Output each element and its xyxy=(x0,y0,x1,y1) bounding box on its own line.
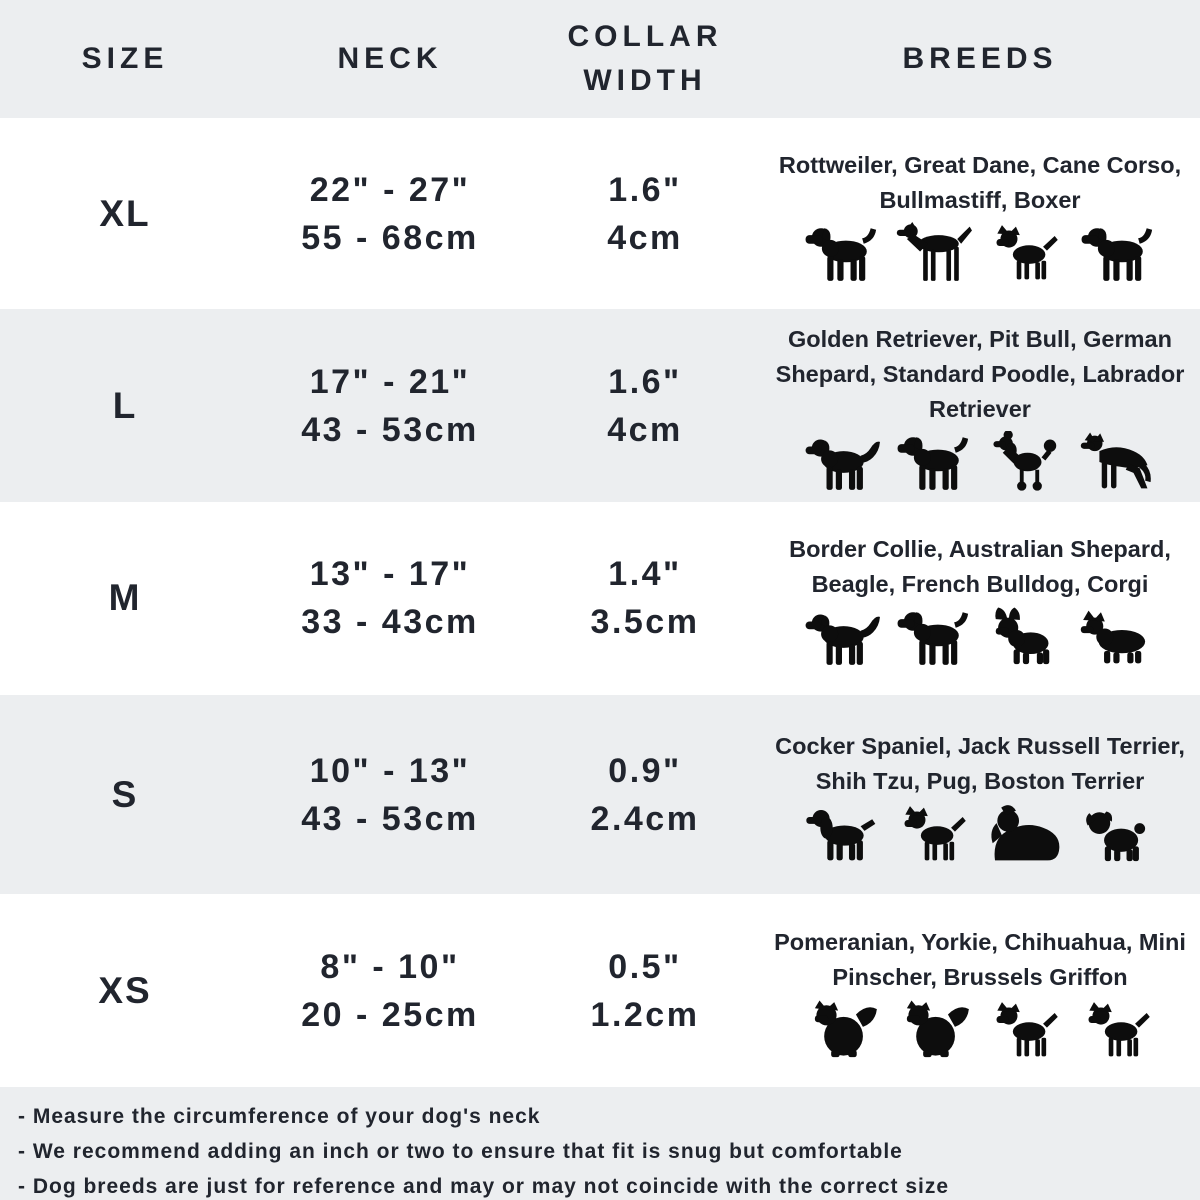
size-label: XS xyxy=(98,969,152,1011)
breeds-cell xyxy=(760,142,1200,286)
note-measure: - Measure the circumference of your dog's neck xyxy=(18,1104,541,1128)
collar-inches: 1.6" xyxy=(608,170,682,209)
french-bulldog-icon xyxy=(985,606,1067,668)
neck-range-cell xyxy=(250,943,530,1039)
collar-width-cell xyxy=(530,550,760,646)
collar-cm: 1.2cm xyxy=(590,995,700,1034)
neck-range-cell xyxy=(250,166,530,262)
breeds-cell xyxy=(760,316,1200,495)
cane-corso-icon xyxy=(985,222,1067,284)
size-label: S xyxy=(111,773,139,815)
size-label: L xyxy=(112,384,138,426)
table-row-xl xyxy=(0,118,1200,310)
pomeranian-icon xyxy=(801,999,883,1061)
col-header-neck: NECK xyxy=(337,41,443,75)
breeds-cell xyxy=(760,919,1200,1063)
cocker-spaniel-icon xyxy=(801,803,883,865)
breed-icons xyxy=(801,431,1159,493)
neck-cm: 20 - 25cm xyxy=(301,995,479,1034)
great-dane-icon xyxy=(893,222,975,284)
breed-icons xyxy=(801,222,1159,284)
col-header-size: SIZE xyxy=(81,41,169,75)
german-shepherd-icon xyxy=(1077,431,1159,493)
neck-range-cell xyxy=(250,550,530,646)
collar-inches: 0.5" xyxy=(608,947,682,986)
beagle-icon xyxy=(893,606,975,668)
breeds-cell xyxy=(760,526,1200,670)
table-row-l xyxy=(0,309,1200,502)
col-header-collar-width: COLLAR WIDTH xyxy=(567,19,723,97)
neck-cm: 33 - 43cm xyxy=(301,603,479,642)
bullmastiff-icon xyxy=(1077,222,1159,284)
size-label: XL xyxy=(99,192,151,234)
breed-icons xyxy=(801,803,1159,865)
breeds-cell xyxy=(760,723,1200,867)
standard-poodle-icon xyxy=(985,431,1067,493)
note-reference: - Dog breeds are just for reference and may or may not coincide with the correct size xyxy=(18,1174,950,1198)
collar-inches: 0.9" xyxy=(608,751,682,790)
collar-cm: 4cm xyxy=(607,410,683,449)
neck-range-cell xyxy=(250,747,530,843)
table-row-s xyxy=(0,695,1200,895)
breeds-list: Rottweiler, Great Dane, Cane Corso, Bullmastiff, Boxer xyxy=(778,151,1182,213)
collar-inches: 1.4" xyxy=(608,555,682,594)
yorkie-icon xyxy=(893,999,975,1061)
col-header-breeds: BREEDS xyxy=(902,41,1058,75)
table-header xyxy=(0,0,1200,118)
neck-inches: 17" - 21" xyxy=(309,362,471,401)
note-recommend: - We recommend adding an inch or two to ensure that fit is snug but comfortable xyxy=(18,1139,903,1163)
neck-cm: 43 - 53cm xyxy=(301,799,479,838)
labrador-retriever-icon xyxy=(893,431,975,493)
breed-icons xyxy=(801,606,1159,668)
breeds-list: Pomeranian, Yorkie, Chihuahua, Mini Pinscher, Brussels Griffon xyxy=(774,928,1186,990)
collar-width-cell xyxy=(530,747,760,843)
pug-icon xyxy=(1077,803,1159,865)
neck-inches: 13" - 17" xyxy=(309,555,471,594)
chihuahua-icon xyxy=(985,999,1067,1061)
collar-cm: 2.4cm xyxy=(590,799,700,838)
jack-russell-terrier-icon xyxy=(893,803,975,865)
table-row-m xyxy=(0,502,1200,695)
corgi-icon xyxy=(1077,606,1159,668)
rottweiler-icon xyxy=(801,222,883,284)
neck-cm: 55 - 68cm xyxy=(301,218,479,257)
size-label: M xyxy=(108,577,142,619)
neck-inches: 10" - 13" xyxy=(309,751,471,790)
collar-inches: 1.6" xyxy=(608,362,682,401)
breeds-list: Cocker Spaniel, Jack Russell Terrier, Shih Tzu, Pug, Boston Terrier xyxy=(775,732,1185,794)
golden-retriever-icon xyxy=(801,431,883,493)
shih-tzu-icon xyxy=(985,803,1067,865)
mini-pinscher-icon xyxy=(1077,999,1159,1061)
collar-cm: 3.5cm xyxy=(590,603,700,642)
breeds-list: Golden Retriever, Pit Bull, German Shepard, Standard Poodle, Labrador Retriever xyxy=(775,326,1185,423)
measurement-notes xyxy=(0,1087,1200,1200)
collar-width-cell xyxy=(530,943,760,1039)
table-row-xs xyxy=(0,894,1200,1087)
neck-range-cell xyxy=(250,358,530,454)
breed-icons xyxy=(801,999,1159,1061)
collar-width-cell xyxy=(530,166,760,262)
breeds-list: Border Collie, Australian Shepard, Beagle, French Bulldog, Corgi xyxy=(789,536,1171,598)
collar-width-cell xyxy=(530,358,760,454)
neck-inches: 8" - 10" xyxy=(320,947,460,986)
neck-inches: 22" - 27" xyxy=(309,170,471,209)
neck-cm: 43 - 53cm xyxy=(301,410,479,449)
australian-shepard-icon xyxy=(801,606,883,668)
collar-cm: 4cm xyxy=(607,218,683,257)
